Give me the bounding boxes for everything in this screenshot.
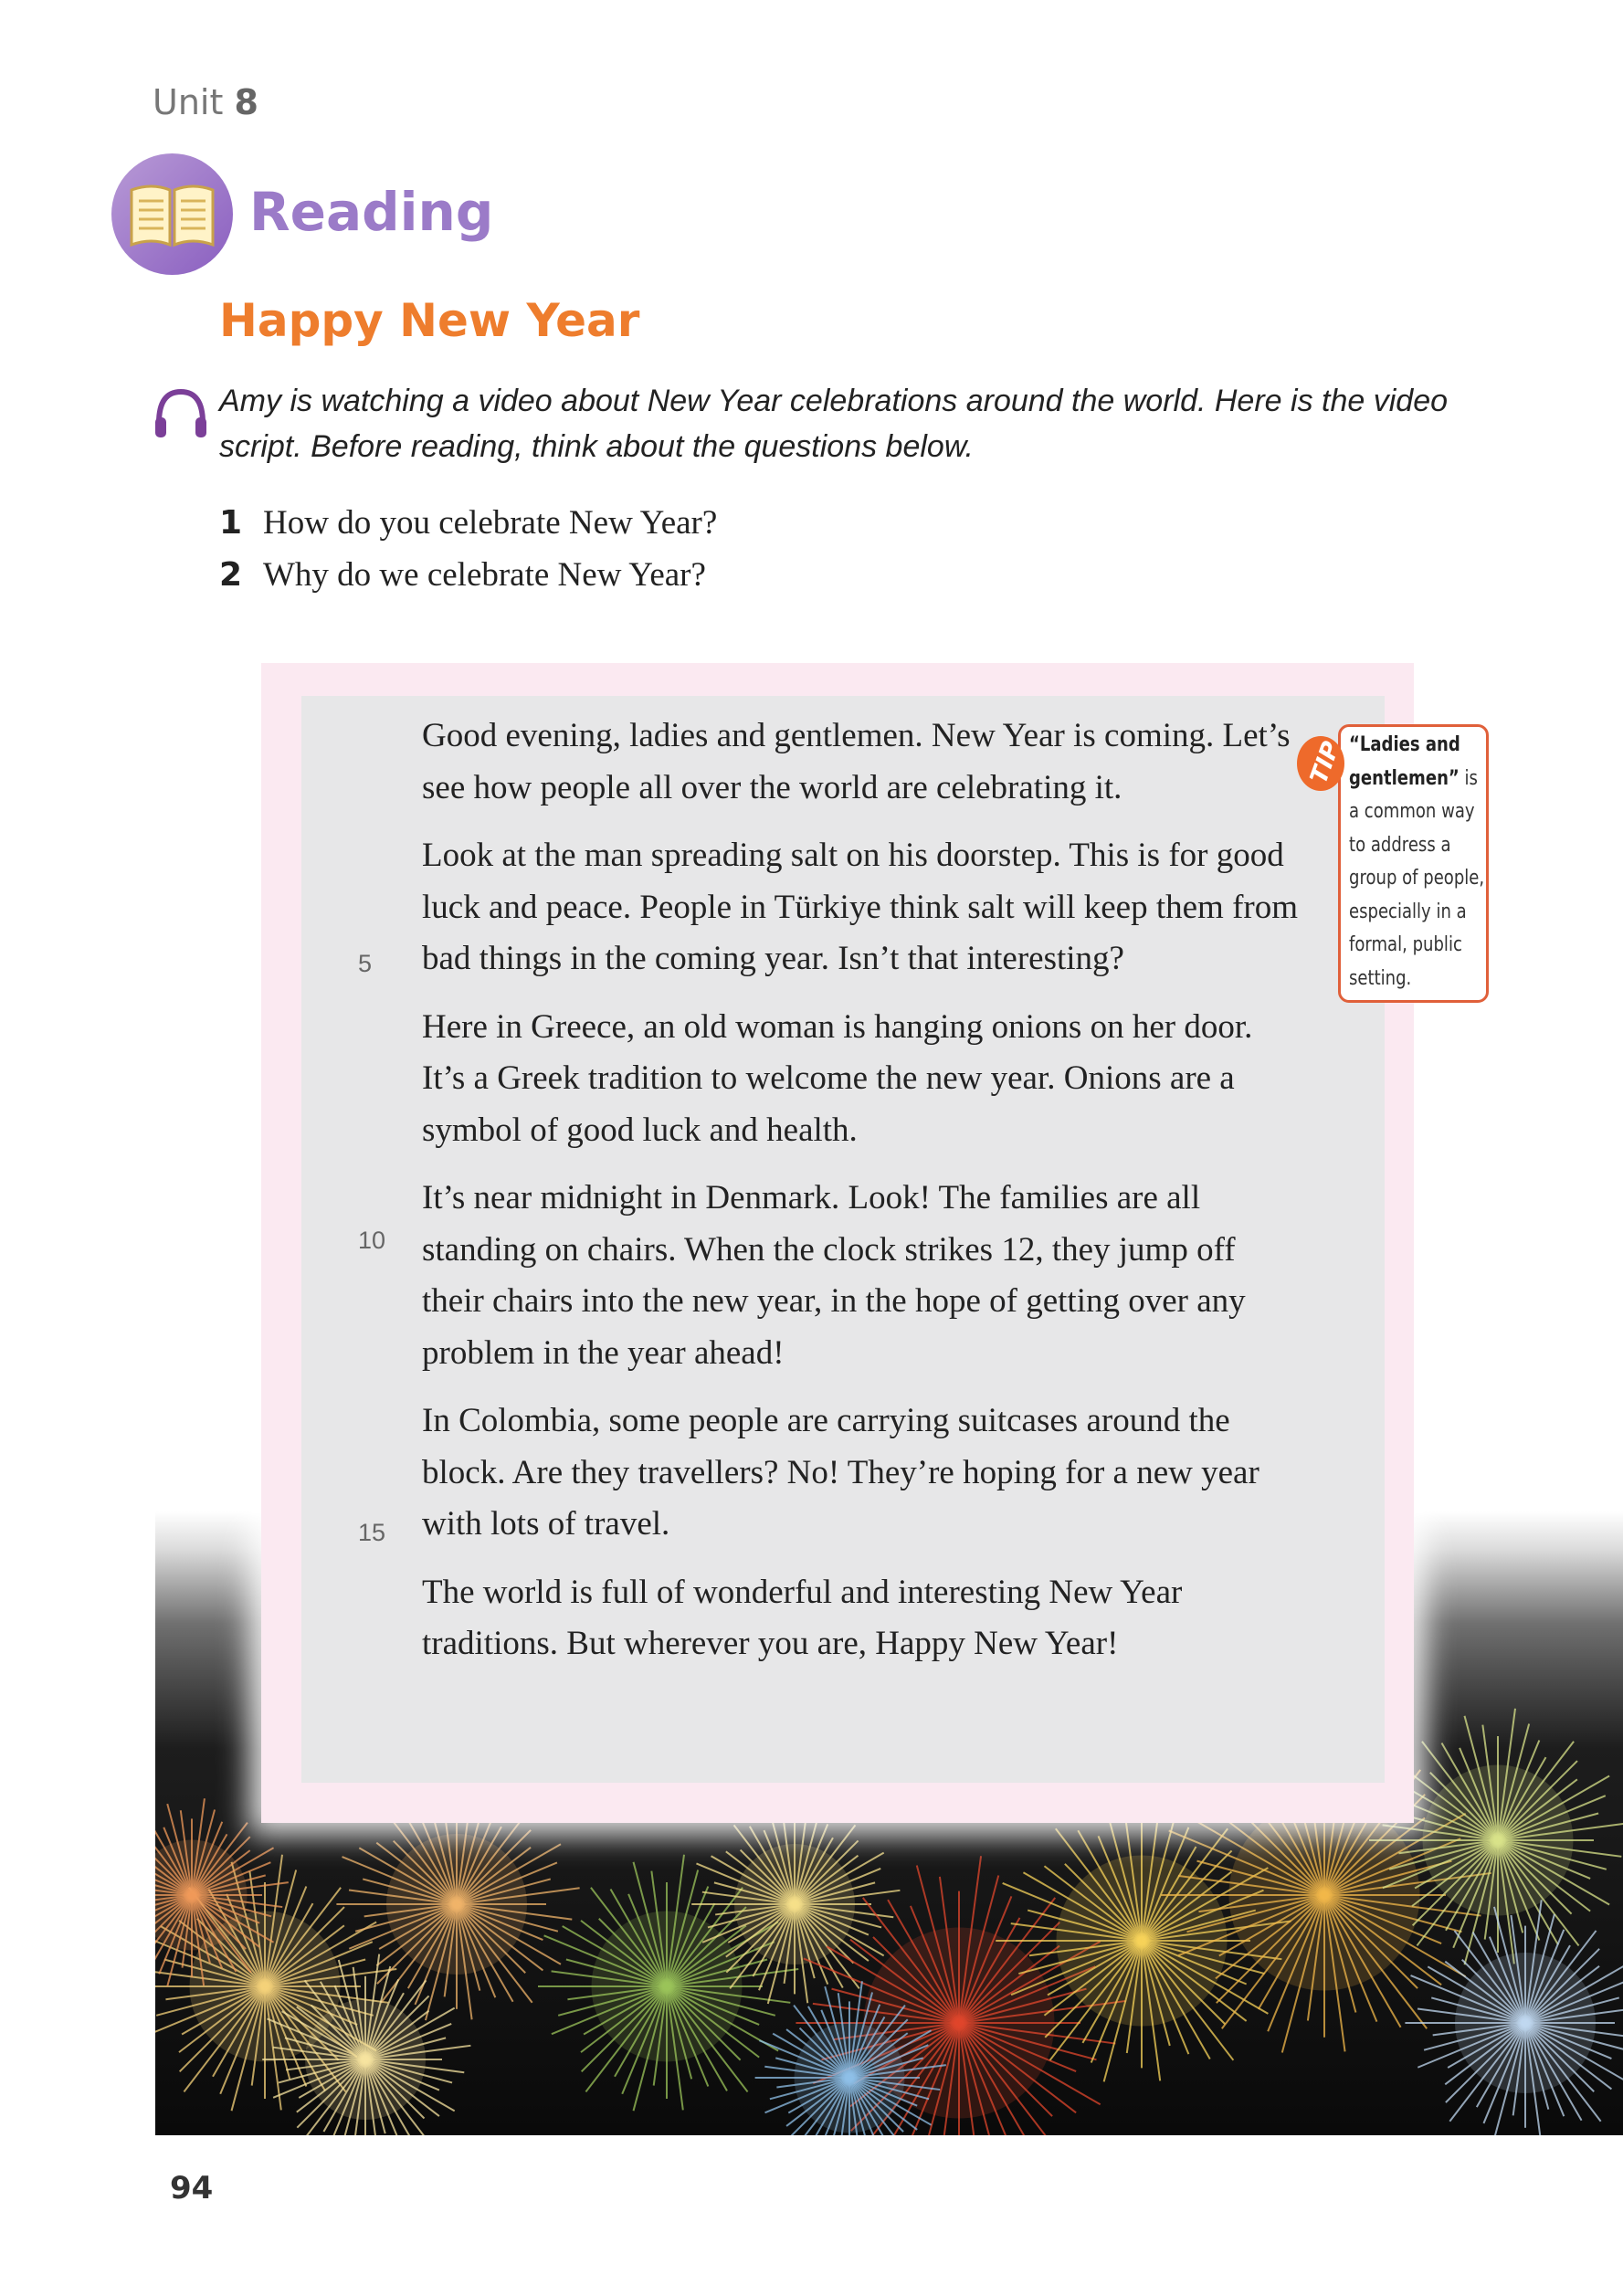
intro-text: Amy is watching a video about New Year celebrations around the world. Here is the video script. Before reading, think about the questions below. xyxy=(219,384,1449,464)
question-number: 2 xyxy=(219,556,243,594)
unit-number: 8 xyxy=(234,82,258,122)
open-book-icon xyxy=(111,153,233,275)
question-number: 1 xyxy=(219,504,243,542)
question-text: How do you celebrate New Year? xyxy=(263,504,718,542)
tip-text xyxy=(1349,729,1487,995)
passage-paragraph: Here in Greece, an old woman is hanging onions on her door. It’s a Greek tradition to welcome the new year. Onions are a symbol of good luck and health. xyxy=(422,1007,1253,1149)
tip-bold-text: “Ladies and gentlemen” xyxy=(1349,733,1460,790)
question-item xyxy=(219,549,717,601)
tip-label: TIP xyxy=(1305,738,1346,787)
page-number: 94 xyxy=(170,2170,214,2206)
passage-paragraph: Look at the man spreading salt on his doorstep. This is for good luck and peace. People in Türkiye think salt will keep them from bad things in the coming year. Isn’t that interesting? xyxy=(422,837,1299,977)
question-item xyxy=(219,497,717,549)
firework-burst xyxy=(1405,1900,1623,2135)
questions-list xyxy=(219,497,717,601)
unit-prefix: Unit xyxy=(153,82,224,122)
line-number: 5 xyxy=(358,950,373,977)
line-number: 15 xyxy=(358,1519,386,1546)
unit-label xyxy=(153,82,258,122)
tip-badge xyxy=(1297,736,1344,791)
headphones-icon xyxy=(152,386,210,441)
passage-paragraph: In Colombia, some people are carrying suitcases around the block. Are they travellers? No! They’re hoping for a new year with lots of travel. xyxy=(422,1402,1259,1543)
tip-body-text: is a common way to address a group of people, especially in a formal, public setting. xyxy=(1349,766,1485,990)
reading-passage xyxy=(422,711,1299,1687)
passage-paragraph: It’s near midnight in Denmark. Look! The families are all standing on chairs. When the clock strikes 12, they jump off their chairs into the new year, in the hope of getting over any problem in the year ahead! xyxy=(422,1179,1246,1372)
question-text: Why do we celebrate New Year? xyxy=(263,556,706,594)
passage-paragraph: Good evening, ladies and gentlemen. New Year is coming. Let’s see how people all over the world are celebrating it. xyxy=(422,717,1291,806)
section-title: Reading xyxy=(249,181,494,243)
article-title: Happy New Year xyxy=(219,294,640,347)
line-number: 10 xyxy=(358,1227,386,1254)
passage-paragraph: The world is full of wonderful and interesting New Year traditions. But wherever you are, Happy New Year! xyxy=(422,1573,1183,1662)
